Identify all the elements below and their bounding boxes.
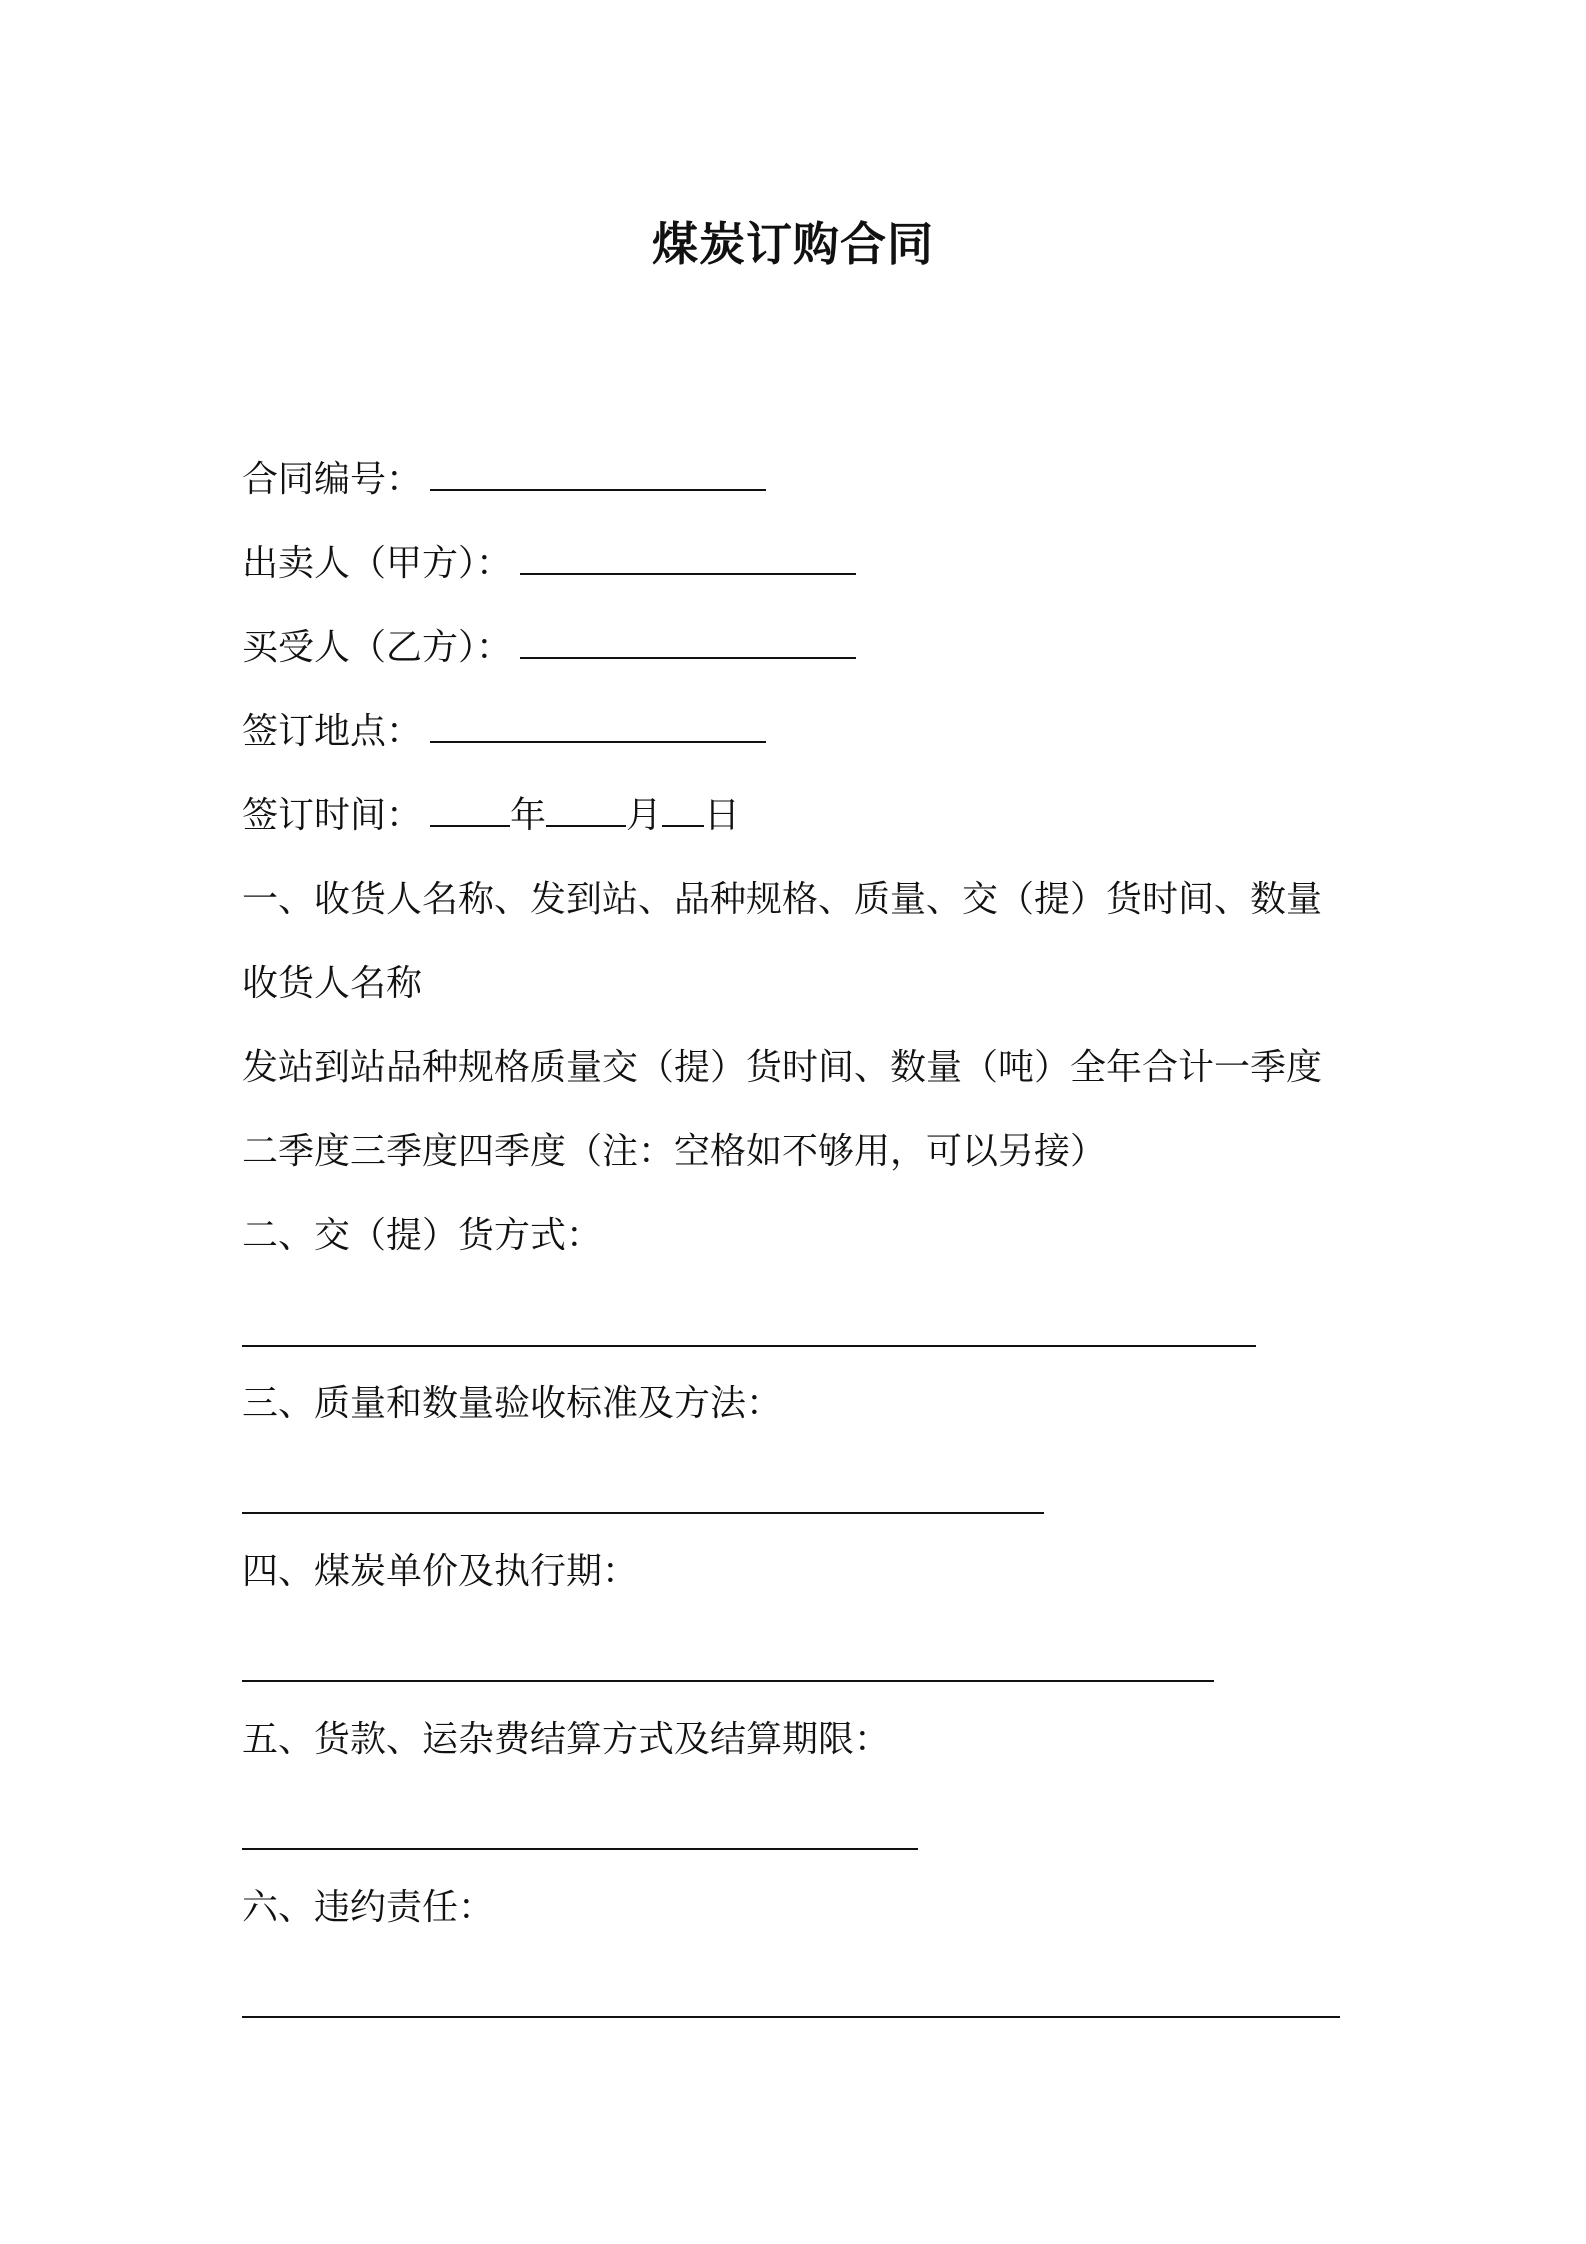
contract-number-blank[interactable] (430, 459, 766, 491)
place-row (242, 708, 766, 756)
section-5-blank-line[interactable] (242, 1848, 918, 1850)
section-1-quarters: 二季度三季度四季度（注：空格如不够用，可以另接） (242, 1131, 1107, 1172)
month-label: 月 (626, 795, 663, 836)
section-1-consignee: 收货人名称 (242, 963, 423, 1004)
signing-time-label: 签订时间： (242, 795, 423, 836)
day-label: 日 (704, 795, 741, 836)
section-2-blank-line[interactable] (242, 1345, 1256, 1347)
section-6-heading: 六、违约责任： (242, 1887, 495, 1928)
document-title: 煤炭订购合同 (652, 217, 934, 271)
seller-label: 出卖人（甲方）： (242, 543, 513, 584)
section-1-columns: 发站到站品种规格质量交（提）货时间、数量（吨）全年合计一季度 (242, 1047, 1323, 1088)
section-4-heading: 四、煤炭单价及执行期： (242, 1551, 639, 1592)
section-5-heading: 五、货款、运杂费结算方式及结算期限： (242, 1719, 891, 1760)
contract-number-label: 合同编号： (242, 459, 423, 500)
seller-row (242, 540, 856, 588)
section-3-blank-line[interactable] (242, 1512, 1044, 1514)
section-6-blank-line[interactable] (242, 2016, 1340, 2018)
section-4-blank-line[interactable] (242, 1680, 1214, 1682)
section-3-heading: 三、质量和数量验收标准及方法： (242, 1383, 783, 1424)
year-label: 年 (510, 795, 547, 836)
seller-blank[interactable] (520, 543, 856, 575)
place-label: 签订地点： (242, 711, 423, 752)
buyer-blank[interactable] (520, 627, 856, 659)
buyer-label: 买受人（乙方）： (242, 627, 513, 668)
place-blank[interactable] (430, 711, 766, 743)
section-2-heading: 二、交（提）货方式： (242, 1215, 603, 1256)
month-blank[interactable] (546, 795, 626, 827)
year-blank[interactable] (430, 795, 510, 827)
day-blank[interactable] (662, 795, 704, 827)
contract-number-row (242, 456, 766, 504)
buyer-row (242, 624, 856, 672)
signing-time-row (242, 792, 740, 840)
section-1-heading: 一、收货人名称、发到站、品种规格、质量、交（提）货时间、数量 (242, 879, 1323, 920)
